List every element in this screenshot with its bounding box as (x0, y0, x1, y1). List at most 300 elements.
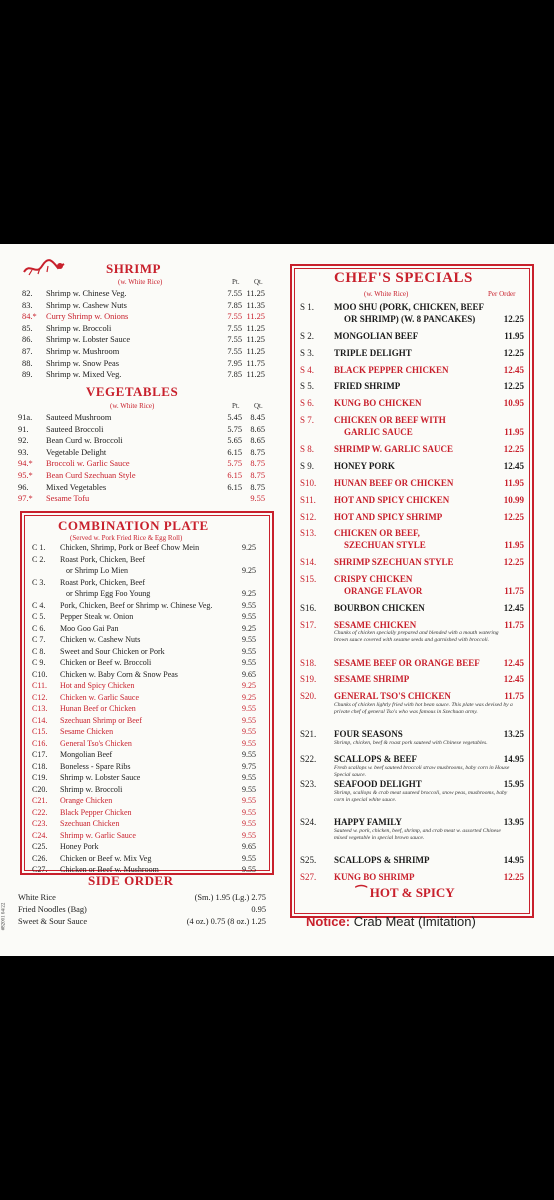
combo-item (32, 554, 260, 565)
item-name: HOT AND SPICY SHRIMP (334, 511, 443, 522)
item-number: C17. (32, 750, 48, 759)
menu-item (18, 458, 268, 469)
item-price: 12.25 (503, 443, 524, 454)
item-price: 12.25 (503, 511, 524, 522)
notice (306, 914, 476, 929)
side-order-title: SIDE ORDER (88, 873, 174, 888)
item-price: 12.45 (503, 674, 524, 685)
item-price-pint: 7.55 (227, 289, 242, 298)
item-name: Shrimp w. Lobster Sauce (46, 335, 131, 345)
item-name: SCALLOPS & SHRIMP (334, 854, 430, 865)
item-price: 9.25 (242, 543, 256, 552)
item-price-quart: 8.75 (250, 471, 265, 480)
item-code: S18. (300, 657, 317, 668)
item-number: 83. (22, 300, 33, 310)
menu-item (18, 435, 268, 446)
item-price: 9.75 (242, 761, 256, 771)
combo-item (32, 703, 260, 714)
item-name: SESAME SHRIMP (334, 674, 410, 685)
item-price-quart: 9.55 (250, 494, 265, 504)
menu-item (18, 412, 268, 423)
combo-item (32, 542, 260, 553)
menu-item (18, 493, 268, 504)
item-number: C 4. (32, 600, 46, 610)
combo-item (32, 588, 260, 599)
item-number: C 9. (32, 658, 46, 667)
chef-item (300, 528, 524, 540)
item-name: Moo Goo Gai Pan (60, 623, 119, 633)
item-name: MOO SHU (PORK, CHICKEN, BEEF (334, 302, 485, 312)
item-number: C 5. (32, 612, 46, 621)
item-number: C19. (32, 773, 48, 782)
item-price: 11.95 (504, 427, 524, 437)
item-name: Shrimp w. Chinese Veg. (46, 289, 127, 298)
notice-label: Notice: (306, 914, 351, 929)
item-price: 11.95 (504, 540, 524, 551)
item-number: C18. (32, 761, 48, 771)
item-name: Shrimp w. Mushroom (46, 347, 120, 356)
item-name: White Rice (18, 893, 56, 902)
item-code: S13. (300, 528, 317, 539)
item-number: C22. (32, 807, 48, 817)
item-price-pint: 7.55 (227, 347, 242, 356)
item-price: 9.55 (242, 796, 256, 805)
combination-title: COMBINATION PLATE (58, 518, 209, 533)
combo-item (32, 864, 260, 875)
item-price: 9.65 (242, 669, 256, 679)
menu-item (22, 358, 268, 369)
notice-text: Crab Meat (Imitation) (353, 914, 476, 929)
item-price: 12.25 (503, 871, 524, 882)
item-price-quart: 11.25 (246, 370, 265, 380)
item-number: 97.* (18, 494, 33, 504)
chef-item (300, 415, 524, 427)
item-name: SHRIMP SZECHUAN STYLE (334, 557, 454, 568)
combo-item (32, 784, 260, 795)
margin-code: #82001 04/22 (1, 902, 7, 931)
item-price-quart: 8.45 (250, 413, 265, 422)
item-price-pint: 7.95 (227, 358, 242, 368)
menu-item (22, 311, 268, 322)
menu-item (22, 323, 268, 334)
item-name: Chicken, Shrimp, Pork or Beef Chow Mein (60, 543, 200, 552)
item-price: 9.55 (242, 738, 256, 748)
item-name: Chicken w. Garlic Sauce (60, 692, 140, 702)
item-code: S23. (300, 779, 317, 789)
item-number: C 2. (32, 554, 46, 564)
chef-item (300, 603, 524, 615)
menu-item (22, 334, 268, 345)
item-code: S 2. (300, 330, 315, 341)
item-name: Hot and Spicy Chicken (60, 681, 135, 690)
item-name: SESAME CHICKEN (334, 619, 417, 630)
combo-item (32, 841, 260, 852)
item-price: 12.25 (503, 313, 524, 324)
combination-subtitle: (Served w. Pork Fried Rice & Egg Roll) (70, 534, 183, 542)
item-price: 9.55 (242, 600, 256, 610)
item-price: 12.45 (503, 460, 524, 471)
item-code: S 4. (300, 364, 315, 375)
item-name: CRISPY CHICKEN (334, 574, 413, 584)
combo-item (32, 657, 260, 668)
item-name: Pork, Chicken, Beef or Shrimp w. Chinese Veg. (60, 600, 213, 610)
item-name: or Shrimp Lo Mien (66, 566, 128, 575)
chefs-subtitle: (w. White Rice) (364, 290, 409, 298)
item-number: C 1. (32, 543, 46, 552)
chef-item (300, 331, 524, 343)
item-code: S16. (300, 602, 317, 613)
item-price: 9.55 (242, 704, 256, 713)
dragon-icon (22, 258, 66, 278)
item-number: 91a. (18, 413, 33, 422)
item-name: Shrimp w. Cashew Nuts (46, 300, 127, 310)
item-name: Honey Pork (60, 842, 99, 851)
item-number: C11. (32, 681, 48, 690)
item-price: 11.75 (504, 619, 524, 630)
combo-item (32, 749, 260, 760)
item-code: S 7. (300, 415, 315, 426)
menu-item (22, 369, 268, 380)
item-number: C 3. (32, 577, 46, 587)
chef-item (300, 398, 524, 410)
combo-item (32, 761, 260, 772)
item-name: Bean Curd Szechuan Style (46, 471, 136, 480)
item-name: Sesame Tofu (46, 494, 90, 504)
item-code: S22. (300, 754, 317, 765)
item-number: C 6. (32, 623, 46, 633)
chef-item (300, 444, 524, 456)
item-number: C16. (32, 738, 48, 748)
menu-page (0, 244, 554, 956)
combo-item (32, 623, 260, 634)
combo-item (32, 818, 260, 829)
item-name: HUNAN BEEF OR CHICKEN (334, 477, 454, 488)
item-price: 12.25 (503, 557, 524, 568)
item-name: Roast Pork, Chicken, Beef (60, 577, 146, 587)
item-name: GARLIC SAUCE (344, 427, 413, 437)
item-number: C24. (32, 830, 48, 840)
shrimp-col-qt: Qt. (254, 278, 263, 286)
item-name: SESAME BEEF OR ORANGE BEEF (334, 657, 480, 668)
item-name: MONGOLIAN BEEF (334, 330, 419, 341)
item-price-quart: 8.75 (250, 447, 265, 457)
item-code: S20. (300, 691, 317, 702)
item-price-quart: 11.25 (246, 335, 265, 345)
item-price: 12.45 (503, 602, 524, 613)
item-price: 9.55 (242, 658, 256, 667)
item-price-quart: 11.25 (246, 312, 265, 322)
item-name: Chicken w. Baby Corn & Snow Peas (60, 669, 178, 679)
item-name: Szechuan Chicken (60, 819, 120, 828)
item-price-pint: 5.75 (227, 424, 242, 434)
item-name: Sweet & Sour Sauce (18, 917, 88, 926)
chef-item (300, 557, 524, 569)
chef-item (300, 314, 524, 326)
item-name: Mixed Vegetables (46, 482, 107, 492)
item-price: 14.95 (503, 854, 524, 865)
item-number: 89. (22, 370, 33, 380)
combo-item (32, 600, 260, 611)
item-code: S15. (300, 574, 317, 584)
chef-item (300, 302, 524, 314)
item-description: Shrimp, scallops & crab meat sauteed broccoli, snow peas, mushrooms, baby corn in special white sauce. (334, 789, 508, 803)
item-name: Szechuan Shrimp or Beef (60, 715, 142, 725)
item-name: HAPPY FAMILY (334, 816, 402, 827)
item-price-quart: 11.25 (246, 323, 265, 333)
item-number: C10. (32, 669, 48, 679)
chef-item (300, 478, 524, 490)
chefs-per-order: Per Order (488, 290, 516, 298)
shrimp-subtitle: (w. White Rice) (118, 278, 163, 286)
chef-item (300, 658, 524, 670)
item-description: Fresh scallops w. beef sauteed broccoli straw mushrooms, baby corn in House Special sauce. (334, 764, 510, 778)
combo-item (32, 738, 260, 749)
item-price-quart: 8.75 (250, 482, 265, 492)
item-number: 84.* (22, 312, 37, 322)
item-price: 14.95 (503, 754, 524, 765)
item-price: 9.55 (242, 750, 256, 759)
item-name: Hunan Beef or Chicken (60, 704, 136, 713)
item-number: 95.* (18, 471, 33, 480)
combo-item (32, 830, 260, 841)
item-price: 0.95 (251, 905, 266, 914)
item-description: Chunks of chicken specially prepared and blended with a mouth watering brown sauce covered with sesame seeds and garnished with broccoli. (334, 630, 499, 644)
item-price-pint: 6.15 (227, 471, 242, 480)
menu-item (22, 346, 268, 357)
combo-item (32, 807, 260, 818)
item-price-quart: 8.75 (250, 459, 265, 469)
item-name: Sauteed Mushroom (46, 413, 112, 422)
item-number: 96. (18, 482, 29, 492)
item-price-pint: 7.55 (227, 323, 242, 333)
item-price: 9.55 (242, 635, 256, 644)
item-number: C 8. (32, 646, 46, 656)
item-name: OR SHRIMP) (W. 8 PANCAKES) (344, 313, 476, 324)
item-price-pint: 5.75 (227, 459, 242, 469)
item-price: (Sm.) 1.95 (Lg.) 2.75 (194, 893, 266, 902)
side-order-item (18, 892, 268, 903)
chef-item (300, 495, 524, 507)
item-code: S 5. (300, 381, 315, 392)
item-number: C27. (32, 865, 48, 874)
item-price-quart: 8.65 (250, 436, 265, 446)
combo-item (32, 577, 260, 588)
item-number: C26. (32, 853, 48, 863)
item-code: S21. (300, 729, 317, 740)
item-name: Curry Shrimp w. Onions (46, 312, 129, 322)
combo-item (32, 565, 260, 576)
item-price: 9.55 (242, 830, 256, 840)
item-price-pint: 7.55 (227, 335, 242, 345)
item-number: 87. (22, 347, 33, 356)
item-price: 11.75 (504, 691, 524, 702)
item-code: S14. (300, 557, 317, 568)
item-name: General Tso's Chicken (60, 738, 132, 748)
item-name: SCALLOPS & BEEF (334, 754, 418, 765)
combo-item (32, 715, 260, 726)
item-price: 9.55 (242, 819, 256, 828)
combo-item (32, 772, 260, 783)
menu-item (18, 424, 268, 435)
chef-item (300, 855, 524, 867)
combo-item (32, 669, 260, 680)
menu-item (18, 470, 268, 481)
item-name: ORANGE FLAVOR (344, 585, 423, 596)
item-price: 11.95 (504, 477, 524, 488)
item-name: Pepper Steak w. Onion (60, 612, 134, 621)
item-price: 13.25 (503, 729, 524, 740)
item-name: Shrimp w. Garlic Sauce (60, 830, 136, 840)
menu-item (18, 447, 268, 458)
chef-item (300, 427, 524, 439)
item-number: 93. (18, 447, 29, 457)
shrimp-col-pt: Pt. (232, 278, 240, 286)
item-number: C12. (32, 692, 48, 702)
item-name: Chicken or Beef w. Mix Veg (60, 853, 152, 863)
item-price: 10.99 (503, 494, 524, 505)
menu-item (22, 300, 268, 311)
item-name: Bean Curd w. Broccoli (46, 436, 123, 446)
item-code: S 3. (300, 347, 315, 358)
item-name: Black Pepper Chicken (60, 807, 132, 817)
combo-item (32, 646, 260, 657)
combo-item (32, 692, 260, 703)
item-price: 9.65 (242, 842, 256, 851)
item-code: S 6. (300, 398, 315, 409)
item-name: HOT AND SPICY CHICKEN (334, 494, 450, 505)
side-order-item (18, 916, 268, 927)
item-price: 11.75 (504, 585, 524, 596)
vegetables-col-qt: Qt. (254, 402, 263, 410)
item-name: Fried Noodles (Bag) (18, 905, 87, 914)
item-code: S10. (300, 477, 317, 488)
item-price: 9.55 (242, 773, 256, 782)
chili-pepper-icon: ⁀ (356, 885, 370, 900)
item-name: TRIPLE DELIGHT (334, 347, 412, 358)
shrimp-title: SHRIMP (106, 261, 161, 276)
item-number: 91. (18, 424, 29, 434)
item-number: C13. (32, 704, 48, 713)
item-price-quart: 11.25 (246, 347, 265, 356)
item-number: 82. (22, 289, 33, 298)
item-name: CHICKEN OR BEEF, (334, 528, 420, 539)
hot-spicy-legend (356, 885, 455, 901)
chef-item (300, 574, 524, 586)
item-price-quart: 11.25 (246, 289, 265, 298)
item-number: C14. (32, 715, 48, 725)
item-price-pint: 6.15 (227, 482, 242, 492)
item-price: 9.55 (242, 865, 256, 874)
item-code: S 9. (300, 460, 315, 471)
item-name: Shrimp w. Lobster Sauce (60, 773, 141, 782)
item-name: Roast Pork, Chicken, Beef (60, 554, 146, 564)
item-name: Boneless - Spare Ribs (60, 761, 131, 771)
item-price-pint: 7.55 (227, 312, 242, 322)
item-code: S11. (300, 494, 316, 505)
item-name: Orange Chicken (60, 796, 113, 805)
item-description: Sauteed w. pork, chicken, beef, shrimp, and crab meat w. assorted Chinese mixed vegetable in special brown sauce. (334, 827, 501, 841)
combo-item (32, 680, 260, 691)
item-price-pint: 6.15 (227, 447, 242, 457)
item-name: CHICKEN OR BEEF WITH (334, 415, 446, 426)
item-name: Broccoli w. Garlic Sauce (46, 459, 130, 469)
item-number: 85. (22, 323, 33, 333)
item-name: HONEY PORK (334, 460, 395, 471)
item-code: S27. (300, 871, 317, 882)
chef-item (300, 348, 524, 360)
vegetables-title: VEGETABLES (86, 384, 179, 399)
item-name: Sauteed Broccoli (46, 424, 104, 434)
item-price: 12.25 (503, 381, 524, 392)
combo-item (32, 611, 260, 622)
combo-item (32, 634, 260, 645)
chef-item (300, 540, 524, 552)
item-name: Chicken or Beef w. Broccoli (60, 658, 152, 667)
item-code: S25. (300, 854, 317, 865)
item-price: 9.25 (242, 692, 256, 702)
item-price: 9.25 (242, 566, 256, 575)
side-order-item (18, 904, 268, 915)
item-price: 13.95 (503, 816, 524, 827)
item-price: 10.95 (503, 398, 524, 409)
item-number: C25. (32, 842, 48, 851)
item-name: Mongolian Beef (60, 750, 113, 759)
item-price: 9.55 (242, 612, 256, 621)
item-number: C20. (32, 784, 48, 794)
item-price-pint: 5.65 (227, 436, 242, 446)
item-price: 12.45 (503, 657, 524, 668)
item-name: Shrimp w. Mixed Veg. (46, 370, 122, 380)
item-name: KUNG BO SHRIMP (334, 871, 415, 882)
item-name: Sweet and Sour Chicken or Pork (60, 646, 165, 656)
item-price: 9.55 (242, 807, 256, 817)
chef-item (300, 461, 524, 473)
item-name: SZECHUAN STYLE (344, 540, 426, 551)
item-name: SHRIMP W. GARLIC SAUCE (334, 443, 454, 454)
chefs-title: CHEF'S SPECIALS (334, 270, 473, 286)
item-name: BOURBON CHICKEN (334, 602, 425, 613)
item-name: Chicken or Beef w. Mushroom (60, 865, 159, 874)
chef-item (300, 381, 524, 393)
vegetables-col-pt: Pt. (232, 402, 240, 410)
item-number: 86. (22, 335, 33, 345)
item-description: Shrimp, chicken, beef & roast pork sauteed with Chinese vegetables. (334, 740, 488, 746)
item-price-quart: 11.75 (246, 358, 265, 368)
item-code: S24. (300, 816, 317, 827)
item-name: FOUR SEASONS (334, 729, 403, 740)
item-number: C 7. (32, 635, 46, 644)
item-price: 9.25 (242, 681, 256, 690)
item-name: Sesame Chicken (60, 727, 114, 736)
item-number: 94.* (18, 459, 33, 469)
combo-item (32, 726, 260, 737)
item-name: FRIED SHRIMP (334, 381, 401, 392)
item-price-pint: 5.45 (227, 413, 242, 422)
item-price: 9.25 (242, 589, 256, 598)
item-number: C21. (32, 796, 48, 805)
item-price: 9.55 (242, 715, 256, 725)
combo-item (32, 853, 260, 864)
item-price-quart: 8.65 (250, 424, 265, 434)
item-name: GENERAL TSO'S CHICKEN (334, 691, 451, 702)
combo-item (32, 795, 260, 806)
menu-item (18, 482, 268, 493)
item-price: 9.55 (242, 784, 256, 794)
item-price-quart: 11.35 (246, 300, 265, 310)
chef-item (300, 872, 524, 884)
item-price: 9.55 (242, 646, 256, 656)
item-name: Shrimp w. Broccoli (46, 323, 112, 333)
